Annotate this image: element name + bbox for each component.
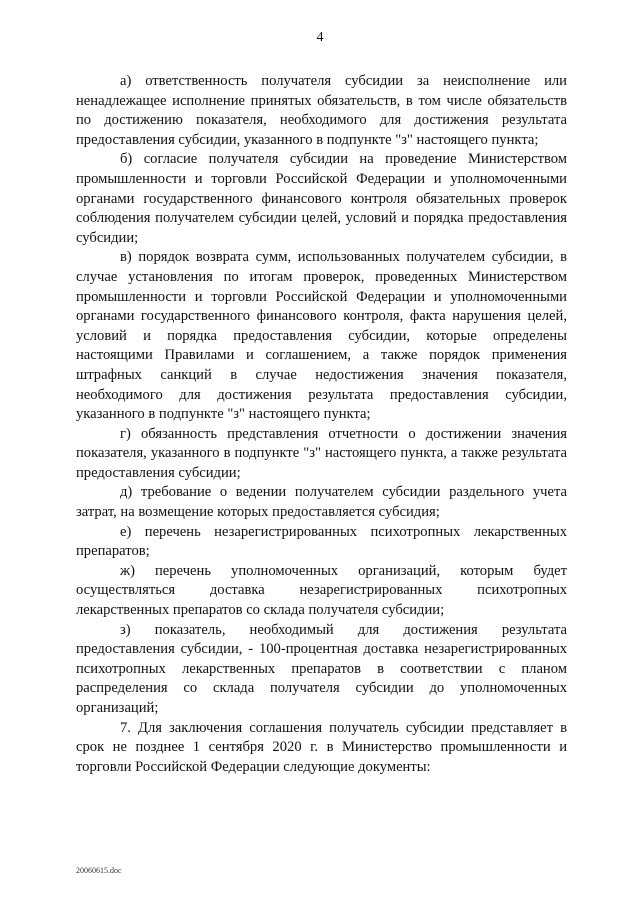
- paragraph-a: а) ответственность получателя субсидии за неисполнение или ненадлежащее исполнение принятых обязательств, в том числе обязательств по достижению показателя, необходимого для достижения результата предоставления субсидии, указанного в подпункте "з" настоящего пункта;: [76, 73, 567, 148]
- paragraph-zh: ж) перечень уполномоченных организаций, которым будет осуществляться доставка незарегистрированных психотропных лекарственных препаратов со склада получателя субсидии;: [76, 562, 567, 619]
- paragraph-b: б) согласие получателя субсидии на проведение Министерством промышленности и торговли Российской Федерации и уполномоченными органами государственного финансового контроля обязательных проверок соблюдения получателем субсидии целей, условий и порядка предоставления субсидии;: [76, 151, 567, 246]
- document-body: [76, 72, 567, 777]
- paragraph-d: д) требование о ведении получателем субсидии раздельного учета затрат, на возмещение которых предоставляется субсидия;: [76, 484, 567, 521]
- paragraph-e: е) перечень незарегистрированных психотропных лекарственных препаратов;: [76, 523, 567, 560]
- paragraph-g: г) обязанность представления отчетности о достижении значения показателя, указанного в подпункте "з" настоящего пункта, а также результата предоставления субсидии;: [76, 425, 567, 481]
- footer-file-code: 20060615.doc: [76, 866, 122, 875]
- paragraph-7: 7. Для заключения соглашения получатель субсидии представляет в срок не позднее 1 сентября 2020 г. в Министерство промышленности и торговли Российской Федерации следующие документы:: [76, 719, 567, 775]
- paragraph-z: з) показатель, необходимый для достижения результата предоставления субсидии, - 100-процентная доставка незарегистрированных психотропных лекарственных препаратов в соответствии с планом распределения со склада получателя субсидии до уполномоченных организаций;: [76, 621, 567, 716]
- paragraph-v: в) порядок возврата сумм, использованных получателем субсидии, в случае установления по итогам проверок, проведенных Министерством промышленности и торговли Российской Федерации и уполномоченными органами государственного финансового контроля, факта нарушения целей, условий и порядка предоставления субсидии, которые определены настоящими Правилами и соглашением, а также порядок применения штрафных санкций в случае недостижения значения показателя, необходимого для достижения результата предоставления субсидии, указанного в подпункте "з" настоящего пункта;: [76, 249, 567, 423]
- page-number: 4: [316, 30, 324, 45]
